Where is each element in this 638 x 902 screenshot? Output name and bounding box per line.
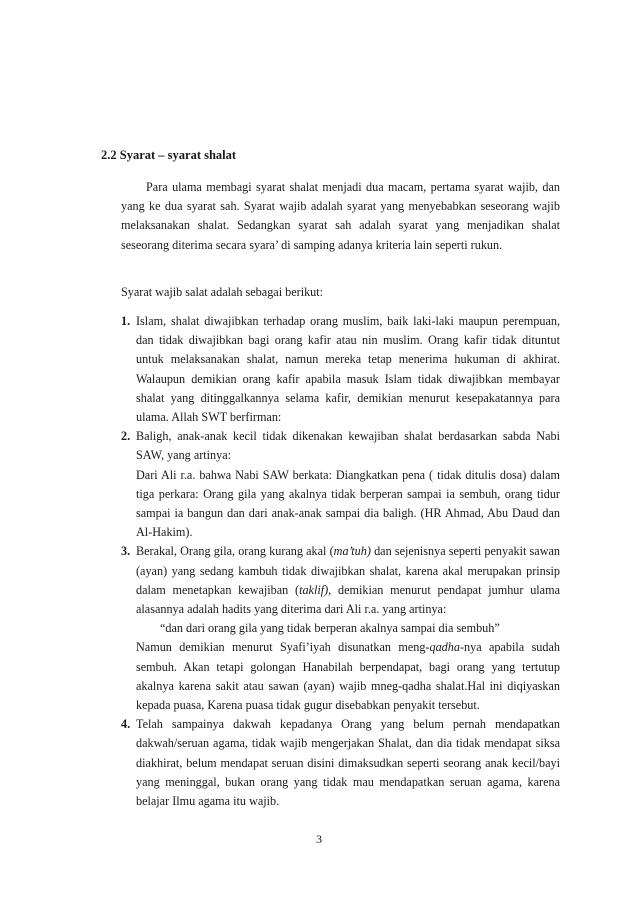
- item-paragraph: [136, 542, 560, 619]
- text-run: -nya apabila sudah sembuh. Akan tetapi golongan Hanabilah berpendapat, bagi orang yang tertutup akalnya karena sakit atau sawan (ayan) wajib mneg-qadha shalat.Hal ini diqiyaskan kepada puasa, Karena puasa tidak gugur disebabkan penyakit tersebut.: [136, 640, 560, 713]
- text-run: Berakal, Orang gila, orang kurang akal (: [136, 544, 334, 559]
- item-paragraph: Islam, shalat diwajibkan terhadap orang muslim, baik laki-laki maupun perempuan, dan tidak diwajibkan bagi orang kafir atau nin muslim. Orang kafir tidak dituntut untuk melaksanakan shalat, namun mereka tetap menerima hukuman di akhirat. Walaupun demikian orang kafir apabila masuk Islam tidak diwajibkan membayar shalat yang ditinggalkannya selama kafir, demikian menurut kesepakatannya para ulama. Allah SWT berfirman:: [136, 314, 560, 425]
- hadith-quote: “dan dari orang gila yang tidak berperan akalnya sampai dia sembuh”: [160, 621, 500, 636]
- list-number: 1.: [121, 314, 131, 328]
- italic-term: qadha: [429, 640, 460, 655]
- italic-term: ma’tuh): [333, 544, 371, 559]
- text-run: demikian menurut pendapat jumhur ulama alasannya adalah hadits yang diterima dari Ali r.a. yang artinya:: [136, 582, 560, 617]
- list-item: [121, 715, 560, 811]
- page-number: 3: [316, 832, 322, 846]
- list-lead-text: Syarat wajib salat adalah sebagai berikut:: [121, 285, 324, 299]
- item-paragraph: Telah sampainya dakwah kepadanya Orang yang belum pernah mendapatkan dakwah/seruan agama, tidak wajib mengerjakan Shalat, dan dia tidak mendapat siksa diakhirat, belum mendapat seruan disini dimaksudkan seperti seorang anak kecil/bayi yang meninggal, bukan orang yang tidak mau mendapatkan seruan agama, karena belajar Ilmu agama itu wajib.: [136, 717, 560, 809]
- list-item: [121, 542, 560, 715]
- section-heading: 2.2 Syarat – syarat shalat: [101, 148, 237, 162]
- list-item: [121, 427, 560, 542]
- requirements-list: [121, 312, 560, 811]
- list-number: 3.: [121, 544, 131, 559]
- list-number: 2.: [121, 429, 131, 444]
- item-paragraph: Baligh, anak-anak kecil tidak dikenakan kewajiban shalat berdasarkan sabda Nabi SAW, yang artinya:: [136, 429, 560, 463]
- italic-term: taklif),: [299, 582, 332, 597]
- item-paragraph: [136, 638, 560, 715]
- text-run: Namun demikian menurut Syafi’iyah disunatkan meng-: [136, 640, 430, 655]
- list-number: 4.: [121, 717, 131, 732]
- intro-paragraph: Para ulama membagi syarat shalat menjadi dua macam, pertama syarat wajib, dan yang ke dua syarat sah. Syarat wajib adalah syarat yang menyebabkan seseorang wajib melaksanakan shalat. Sedangkan syarat sah adalah syarat yang menjadikan shalat seseorang diterima secara syara’ di samping adanya kriteria lain seperti rukun.: [121, 180, 560, 252]
- item-paragraph: Dari Ali r.a. bahwa Nabi SAW berkata: Diangkatkan pena ( tidak ditulis dosa) dalam tiga perkara: Orang gila yang akalnya tidak berperan sampai ia sembuh, orang tidur sampai ia bangun dan dari anak-anak sampai dia baligh. (HR Ahmad, Abu Daud dan Al-Hakim).: [136, 467, 560, 540]
- list-item: [121, 312, 560, 427]
- text-run: dan sejenisnya seperti penyakit sawan (ayan) yang sedang kambuh tidak diwajibkan shalat, karena akal merupakan prinsip dalam menetapkan kewajiban (: [136, 544, 561, 597]
